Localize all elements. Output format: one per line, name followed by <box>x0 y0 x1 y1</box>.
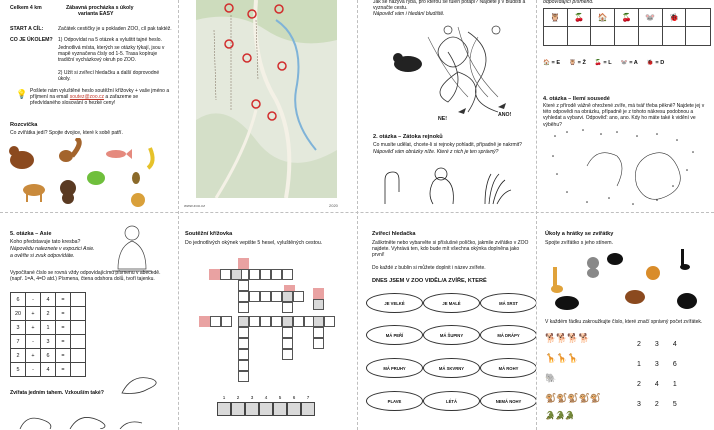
bubble[interactable]: MÁ PRUHY <box>366 358 423 378</box>
maze-yes-label: ANO! <box>498 112 512 118</box>
table-row: 2 + 6 = <box>11 349 86 363</box>
games-title: Úkoly a hrátky se zvířátky <box>545 231 614 237</box>
question-5-line2: Nápovědu naleznete v expozici Asie. <box>10 246 95 252</box>
table-row: 7 - 3 = <box>11 335 86 349</box>
answer-cell[interactable] <box>544 27 568 45</box>
answer-cell[interactable] <box>615 27 639 45</box>
secret-code-row[interactable] <box>217 402 315 416</box>
cat-shadow-icon <box>607 253 623 265</box>
one-stroke-title: Zvířata jedním tahem. Vzkouším také? <box>10 390 104 396</box>
question-2-text: Co musíte udělat, chcete-li si rejnoky pohladit, případně je nakrmit? <box>373 142 522 148</box>
code-item: 🍒 = L <box>594 60 612 66</box>
step-1: 1) Odpovídat na 5 otázek a vyluštit tajné heslo. <box>58 37 162 43</box>
animal-search-title: Zvířecí hledačka <box>372 231 416 237</box>
one-stroke-drawings[interactable] <box>10 373 170 429</box>
crossword-title: Soutěžní křížovka <box>185 231 233 237</box>
cat-shadow-icon <box>677 293 697 309</box>
count-row: 3 2 5 <box>637 401 677 408</box>
count-options <box>637 335 677 415</box>
question-4-text: Které z přírodě vážně ohrožené zvíře, má tvář třeba pěkně? Najdete jej v této odpovědi na obrázku, případně je z tohoto nákresu podobnou a vyhledat a vybarvi. Odpověď: ano, ano. Kdy ho máte také k vidění ve výběhu? <box>543 103 705 128</box>
buddha-drawing <box>110 221 154 273</box>
bubble[interactable]: MÁ SRST <box>480 293 536 313</box>
crossword-text: Do jednotlivých okýnek vepište 5 hesel, vyluštěných cestou. <box>185 240 323 246</box>
count-row: 1 3 6 <box>637 361 677 368</box>
warmup-title: Rozcvička <box>10 122 38 128</box>
panel-map <box>179 0 357 212</box>
count-row: 2 4 1 <box>637 381 677 388</box>
giraffe-icon <box>551 267 563 293</box>
zoo-map[interactable] <box>196 0 337 198</box>
code-item: 🐭 = A <box>620 60 638 66</box>
maze-hint: Nápověď vám i hledání bludiště. <box>373 11 445 17</box>
games-text: Spojte zvířátko s jeho stínem. <box>545 240 614 246</box>
bubble[interactable]: LÉTÁ <box>423 391 480 411</box>
table-row: 6 - 4 = <box>11 293 86 307</box>
panel-animal-search <box>358 213 536 430</box>
shadow-matching[interactable] <box>543 247 711 311</box>
hand-options[interactable] <box>373 162 523 208</box>
bubble[interactable]: JE VELKÉ <box>366 293 423 313</box>
house-icon: 🏠 <box>591 9 615 27</box>
question-2-title: 2. otázka – Zátoka rejnoků <box>373 134 443 140</box>
lightbulb-icon: 💡 <box>16 89 28 99</box>
code-item: 🏠 = E <box>543 60 561 66</box>
animal-search-text: Zaškrtněte nebo vybarvěte si příslušné políčko, jakmile zvířátko v ZOO najdete. Vyhrává ten, kdo bude mít všechna okýnka doplněna jako první! <box>372 240 529 259</box>
bubble[interactable]: MÁ SKVRNY <box>423 358 480 378</box>
brochure-title: Zábavná procházka s úkoly <box>66 5 134 11</box>
answer-cell[interactable] <box>71 335 86 349</box>
answer-cell[interactable] <box>591 27 615 45</box>
question-5-title: 5. otázka – Asie <box>10 231 52 237</box>
symbol-grid[interactable] <box>543 8 711 46</box>
secret-code-numbers: 1 2 3 4 5 6 7 <box>222 395 310 400</box>
contest-text: Pošlete nám vyluštěné heslo soutěžní křížovky + vaše jméno a příjmení na email soutez@zoo.cz a zařazeme se předvídaného slosování o hezké ceny! <box>30 88 170 107</box>
elephant-shadow-icon <box>555 296 579 310</box>
bubble[interactable]: PLAVE <box>366 391 423 411</box>
hidden-animal-dots[interactable] <box>547 126 707 210</box>
cat-icon <box>587 257 599 278</box>
panel-games <box>537 213 714 430</box>
giraffe-shadow-icon <box>680 249 690 270</box>
answer-cell[interactable] <box>71 293 86 307</box>
brochure-subtitle: varianta EASY <box>78 11 114 17</box>
maze-text: Jak se nazývá ryba, pro kterou se tuleň potápí? Najdete ji v bludišti a vyznačte cestu. <box>373 0 526 12</box>
panel-q1-q2 <box>358 0 536 212</box>
math-table <box>10 292 86 377</box>
panel-crossword <box>179 213 357 430</box>
contest-email-link[interactable]: soutez@zoo.cz <box>69 94 105 101</box>
lion-icon <box>646 266 660 280</box>
count-row: 2 3 4 <box>637 341 677 348</box>
distance-label: Celkem 4 km <box>10 5 42 11</box>
seal-icon <box>393 53 422 72</box>
animal-search-heading: DNES JSEM V ZOO VIDĚL/A ZVÍŘE, KTERÉ <box>372 278 487 284</box>
bear-icon <box>9 146 34 169</box>
crocodile-icon: 🐊🐊🐊 <box>545 411 575 420</box>
bear-icon <box>625 290 645 304</box>
bubble[interactable]: MÁ PEŘÍ <box>366 325 423 345</box>
map-year: 2020 <box>329 203 338 208</box>
bubble[interactable]: MÁ DRÁPY <box>480 325 536 345</box>
monkey-icon: 🐒🐒🐒🐒🐒 <box>545 393 602 403</box>
question-5-instructions: Vypočítané číslo se rovná vždy odpovídajícímu písmenu v abecedě. (např. 1=A, 4=D atd.) Písmena, čtena odshora dolů, tvoří tajenku. <box>10 270 161 283</box>
bubble[interactable]: NEMÁ NOHY <box>480 391 536 411</box>
grain-icon <box>131 193 145 207</box>
question-2-hint: Nápověď vám obrázky níže. Které z nich je ten správný? <box>373 149 499 155</box>
mouse-icon: 🐭 <box>639 9 663 27</box>
code-item: 🦉 = Ž <box>569 60 586 66</box>
table-row: 5 - 4 = <box>11 363 86 377</box>
map-credit: www.zoo.cz <box>184 203 206 208</box>
step-2: 2) Užít si zvířecí hledačku a další doprovodné úkoly. <box>58 70 160 83</box>
banana-icon <box>148 148 153 168</box>
panel-intro <box>0 0 178 212</box>
squirrel-icon <box>59 138 79 162</box>
panel-q3-q4 <box>537 0 714 212</box>
warmup-text: Co zvířátka jedí? Spojte dvojice, které k sobě patří. <box>10 130 123 136</box>
bubble[interactable]: JE MALÉ <box>423 293 480 313</box>
ladybug-icon: 🐞 <box>663 9 687 27</box>
insect-icon <box>132 172 140 184</box>
fish-icon <box>106 149 132 159</box>
step-description: Jednotlivá místa, kterých se otázky týkají, jsou v mapě vyznačena čísly od 1-5. Trasa kopíruje tradiční vycházkový okruh po ZOO. <box>58 45 165 64</box>
giraffe-icon: 🦒🦒🦒 <box>545 353 579 363</box>
maze-no-label: NE! <box>438 116 447 122</box>
monkey-icon <box>60 180 76 204</box>
cherry-icon: 🍒 <box>568 9 592 27</box>
elephant-icon: 🐘 <box>545 373 557 383</box>
code-legend <box>543 60 664 66</box>
warmup-illustrations <box>0 138 178 210</box>
answer-cell[interactable] <box>71 321 86 335</box>
answer-cell[interactable] <box>639 27 663 45</box>
cherry-icon: 🍒 <box>615 9 639 27</box>
table-row: 3 + 1 = <box>11 321 86 335</box>
owl-icon: 🦉 <box>544 9 568 27</box>
animal-search-text-2: Do každé z bublin si můžete doplnit i název zvířete. <box>372 265 486 271</box>
question-5-line3: a ověřte si zvuk odpovídáte. <box>10 253 75 259</box>
bubble[interactable]: MÁ ŠUPINY <box>423 325 480 345</box>
question-4-title: 4. otázka – Ilemí sousedé <box>543 96 610 102</box>
intro-text: Začátek cestičky je u pokladen ZOO, cíl pak taktéž. <box>58 26 172 32</box>
code-item: 🐞 = D <box>646 60 665 66</box>
answer-cell[interactable] <box>663 27 687 45</box>
counting-text: V každém řádku zakroužkujte číslo, které značí správný počet zvířátek. <box>545 319 703 325</box>
goal-label: CO JE ÚKOLEM? <box>10 37 53 43</box>
bubble[interactable]: MÁ ROHY <box>480 358 536 378</box>
fish-maze[interactable] <box>388 22 528 124</box>
empty-cell <box>686 9 710 27</box>
code-note: odpovídající písmeno. <box>543 0 594 5</box>
deer-icon <box>23 184 45 202</box>
table-row: 20 + 2 = <box>11 307 86 321</box>
start-label: START A CÍL: <box>10 26 44 32</box>
panel-q5 <box>0 213 178 430</box>
answer-cell[interactable] <box>568 27 592 45</box>
answer-cell[interactable] <box>71 349 86 363</box>
question-5-line1: Koho představuje tato kresba? <box>10 239 81 245</box>
frog-icon <box>87 171 105 185</box>
answer-cell[interactable] <box>71 307 86 321</box>
dog-icon: 🐕🐕🐕🐕 <box>545 333 590 343</box>
answer-cell[interactable] <box>686 27 710 45</box>
